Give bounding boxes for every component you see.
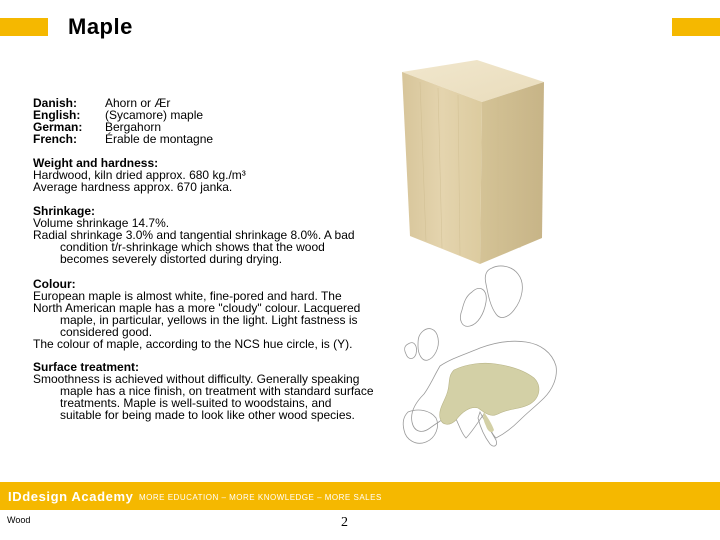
page-number: 2 — [341, 515, 348, 530]
shrinkage-line: becomes severely distorted during drying. — [60, 252, 283, 266]
name-label: German: — [33, 120, 83, 134]
maple-distribution-region — [440, 363, 539, 424]
cube-front-face — [402, 72, 482, 264]
map-outline-scandinavia — [485, 266, 522, 317]
name-value: (Sycamore) maple — [105, 108, 204, 122]
colour-heading: Colour: — [33, 277, 76, 291]
weight-line: Average hardness approx. 670 janka. — [33, 180, 233, 194]
footer-brand: IDdesign Academy — [8, 489, 134, 504]
name-value: Érable de montagne — [105, 132, 214, 146]
colour-section — [33, 278, 378, 350]
surface-line: treatments. Maple is well-suited to woodstains, and — [60, 396, 332, 410]
colour-line: European maple is almost white, fine-pored and hard. The — [33, 289, 342, 303]
map-outline-scandinavia-west — [460, 288, 486, 326]
map-outline-ireland — [405, 343, 417, 359]
shrinkage-line: condition t/r-shrinkage which shows that the wood — [60, 240, 325, 254]
shrinkage-line: Volume shrinkage 14.7%. — [33, 216, 170, 230]
weight-heading: Weight and hardness: — [33, 156, 159, 170]
header-accent-left — [0, 18, 48, 36]
wood-names — [33, 97, 213, 145]
name-value: Ahorn or Ær — [105, 96, 171, 110]
surface-line: suitable for being made to look like other wood species. — [60, 408, 355, 422]
surface-line: maple has a nice finish, on treatment with standard surface — [60, 384, 374, 398]
europe-distribution-map — [400, 262, 560, 462]
colour-line: considered good. — [60, 325, 153, 339]
shrinkage-line: Radial shrinkage 3.0% and tangential shrinkage 8.0%. A bad — [33, 228, 355, 242]
slide-label: Wood — [7, 515, 31, 525]
name-label: French: — [33, 132, 78, 146]
map-outline-british-isles — [418, 329, 438, 361]
colour-line: North American maple has a more "cloudy" colour. Lacquered — [33, 301, 361, 315]
maple-wood-cube — [372, 58, 552, 278]
shrinkage-heading: Shrinkage: — [33, 204, 96, 218]
weight-line: Hardwood, kiln dried approx. 680 kg./m³ — [33, 168, 246, 182]
header-accent-right — [672, 18, 720, 36]
surface-section — [33, 361, 378, 421]
name-value: Bergahorn — [105, 120, 162, 134]
colour-line: maple, in particular, yellows in the light. Light fastness is — [60, 313, 358, 327]
page-title: Maple — [68, 14, 133, 39]
shrinkage-section — [33, 205, 378, 265]
name-row-french — [33, 133, 213, 145]
surface-heading: Surface treatment: — [33, 360, 140, 374]
surface-line: Smoothness is achieved without difficulty. Generally speaking — [33, 372, 360, 386]
colour-line: The colour of maple, according to the NCS hue circle, is (Y). — [33, 337, 353, 351]
cube-side-face — [480, 82, 544, 264]
name-label: Danish: — [33, 96, 78, 110]
weight-section — [33, 157, 378, 193]
name-label: English: — [33, 108, 81, 122]
footer-tagline: MORE EDUCATION – MORE KNOWLEDGE – MORE SALES — [139, 493, 382, 502]
